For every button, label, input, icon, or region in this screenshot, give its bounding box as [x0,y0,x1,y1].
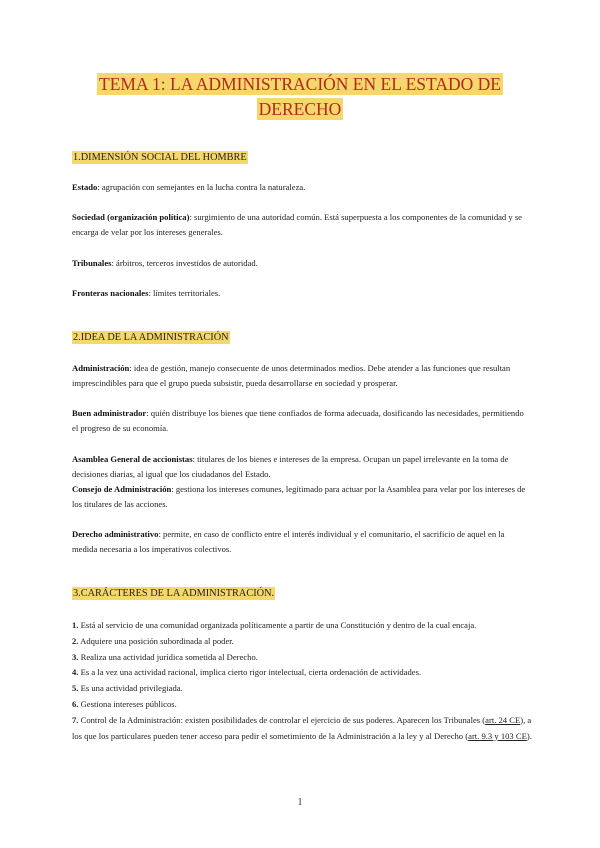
list-item [72,697,532,713]
list-item [72,665,532,681]
item-number: 1. [72,620,79,630]
list-item [72,634,532,650]
item-number: 3. [72,651,79,662]
page-number: 1 [297,797,303,808]
item-text: Control de la Administración: existen posibilidades de controlar el ejercicio de sus poderes. Aparecen los Tribunales ( [78,714,486,725]
term: Estado [72,182,98,192]
item-number: 2. [72,635,79,646]
item-text: ), a los que los particulares pueden tener acceso para pedir el sometimiento de la Administración a la ley y al Derecho ( [72,714,532,741]
list-item [72,650,532,666]
title-line-1: TEMA 1: LA ADMINISTRACIÓN EN EL ESTADO DE [99,74,501,94]
section-heading-text: 3.CARÁCTERES DE LA ADMINISTRACIÓN. [73,588,275,599]
section-heading-text: 2.IDEA DE LA ADMINISTRACIÓN [73,332,229,343]
definition: : límites territoriales. [148,288,221,298]
definition: : árbitros, terceros investidos de autoridad. [111,258,258,268]
paragraph-buen-administrador [72,406,530,436]
term: Asamblea General de accionistas [72,454,193,464]
item-number: 6. [72,698,79,709]
paragraph-estado [72,180,530,195]
section-heading-2 [72,331,230,345]
item-text: Adquiere una posición subordinada al poder. [78,635,234,646]
definition: : agrupación con semejantes en la lucha contra la naturaleza. [97,182,306,192]
term: Administración [72,363,130,373]
paragraph-derecho-administrativo [72,527,530,557]
page-title [60,72,540,122]
article-link-9-3-103[interactable]: art. 9.3 y 103 CE [468,730,527,741]
item-number: 7. [72,714,79,725]
article-link-24[interactable]: art. 24 CE [485,714,521,725]
paragraph-administracion [72,361,530,391]
term: Derecho administrativo [72,529,159,539]
item-number: 5. [72,683,79,694]
term: Fronteras nacionales [72,288,149,298]
list-item [72,618,532,634]
definition: : idea de gestión, manejo consecuente de unos determinados medios. Debe atender a las funciones que resultan imprescindibles para que el grupo pueda subsistir, pueda desarrollarse en sociedad y prosperar. [72,363,511,388]
term: Tribunales [72,258,112,268]
paragraph-tribunales [72,256,530,271]
term: Consejo de Administración [72,484,172,494]
list-item [72,713,532,745]
item-text: Es a la vez una actividad racional, implica cierto rigor intelectual, cierta ordenación de actividades. [78,667,422,678]
item-text: Realiza una actividad jurídica sometida al Derecho. [78,651,258,662]
characteristics-list [72,618,532,744]
paragraph-fronteras [72,286,530,301]
item-text: Está al servicio de una comunidad organizada políticamente a partir de una Constitución y dentro de la cual encaja. [78,620,477,630]
item-text: Gestiona intereses públicos. [78,698,177,709]
term: Sociedad (organización política) [72,212,190,222]
paragraph-sociedad [72,210,530,240]
title-line-2: DERECHO [258,99,342,119]
paragraph-consejo [72,482,530,512]
section-heading-3 [72,587,275,601]
term: Buen administrador [72,408,147,418]
definition: : surgimiento de una autoridad común. Está superpuesta a los componentes de la comunidad y se encarga de velar por los intereses generales. [72,212,522,237]
item-text: ). [526,730,532,741]
paragraph-asamblea [72,452,530,482]
definition: : titulares de los bienes e intereses de la empresa. Ocupan un papel irrelevante en la toma de decisiones diarias, al igual que los ciudadanos del Estado. [72,454,509,479]
section-heading-1 [72,151,248,165]
item-number: 4. [72,667,79,678]
definition: : gestiona los intereses comunes, legitimado para actuar por la Asamblea para velar por los intereses de los titulares de las acciones. [72,484,526,509]
item-text: Es una actividad privilegiada. [78,683,183,694]
definition: : permite, en caso de conflicto entre el interés individual y el comunitario, el sacrificio de aquel en la medida necesaria a los imperativos colectivos. [72,529,505,554]
section-heading-text: 1.DIMENSIÓN SOCIAL DEL HOMBRE [73,152,247,163]
list-item [72,681,532,697]
definition: : quién distribuye los bienes que tiene confiados de forma adecuada, dosificando las necesidades, permitiendo el progreso de su economía. [72,408,524,433]
